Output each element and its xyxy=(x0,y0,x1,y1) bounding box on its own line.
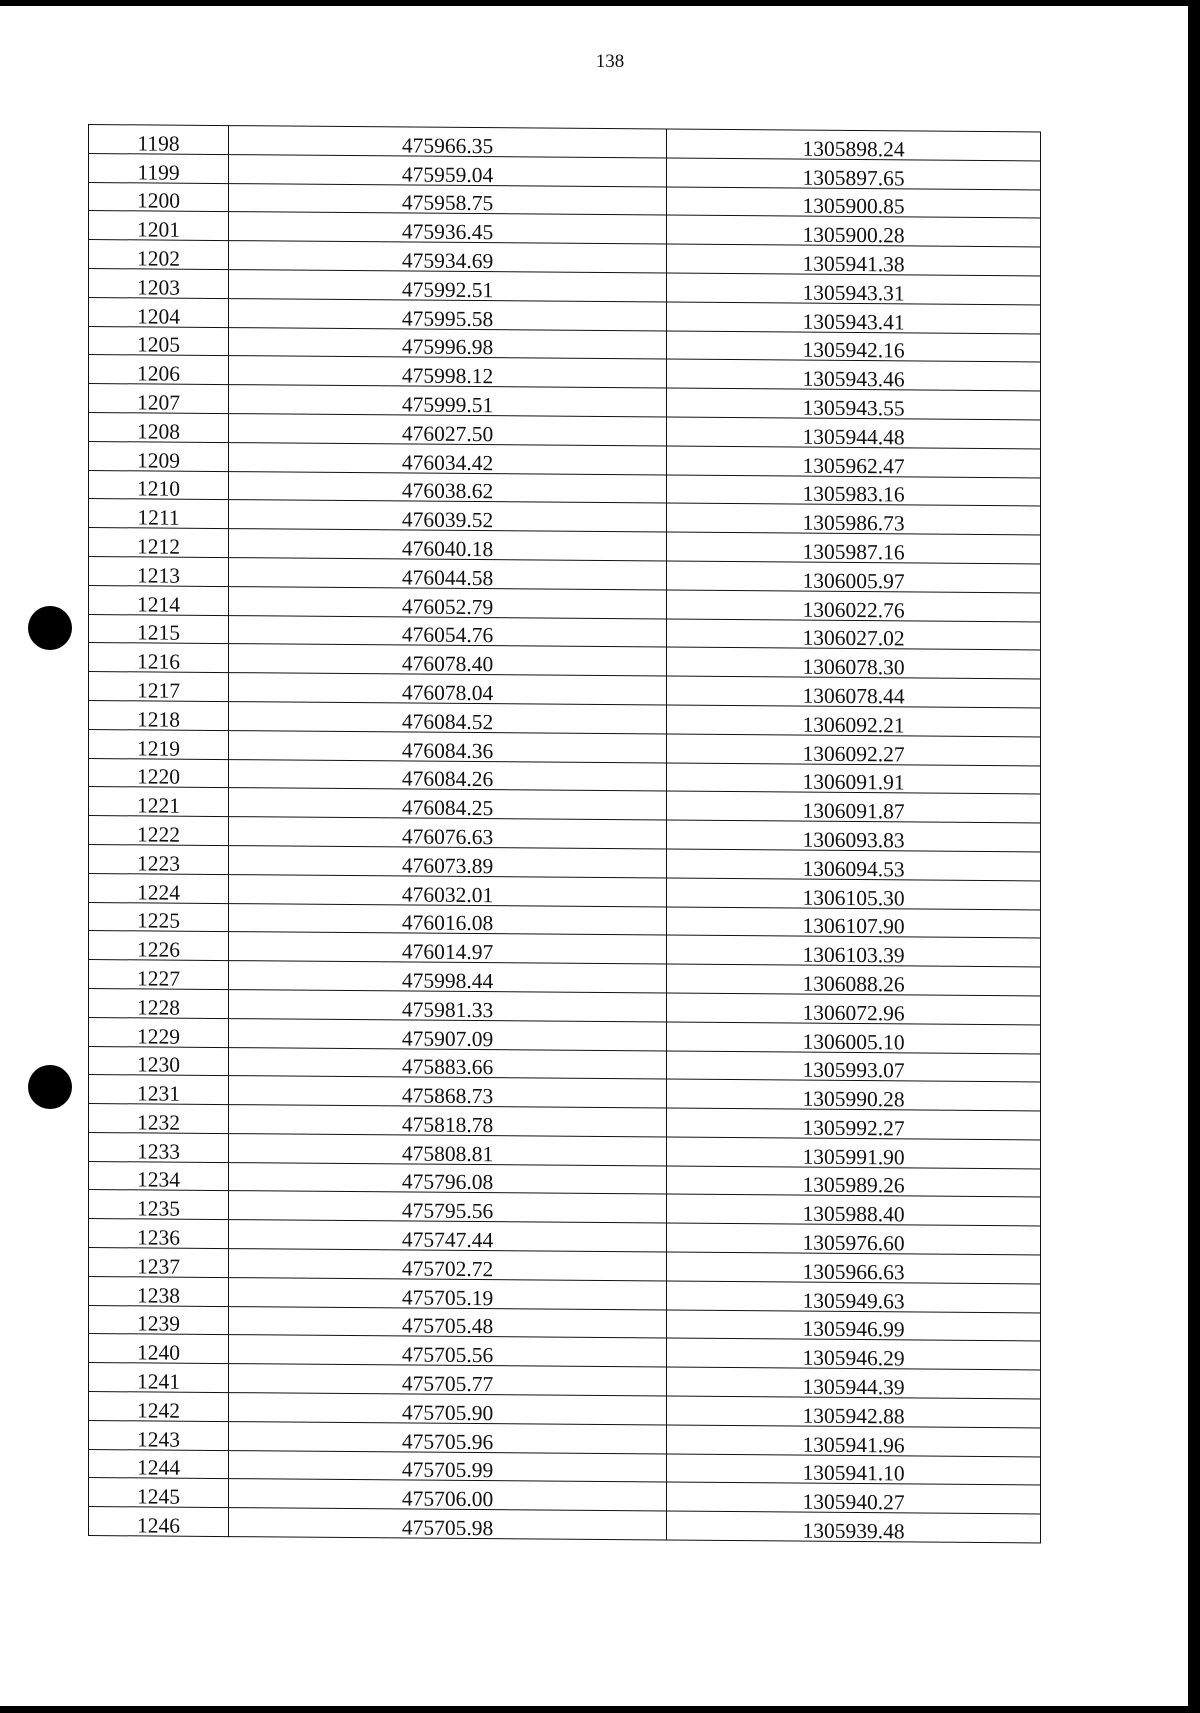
point-id-cell: 1235 xyxy=(89,1190,229,1220)
y-coordinate-cell: 1306094.53 xyxy=(667,849,1041,881)
y-coordinate-cell: 1305991.90 xyxy=(667,1137,1041,1169)
y-coordinate-cell: 1305944.48 xyxy=(667,417,1041,449)
y-coordinate-cell: 1305966.63 xyxy=(667,1252,1041,1284)
y-coordinate-cell: 1305976.60 xyxy=(667,1223,1041,1255)
x-coordinate-cell: 476032.01 xyxy=(229,874,667,906)
point-id-cell: 1204 xyxy=(89,297,229,327)
x-coordinate-cell: 475966.35 xyxy=(229,126,667,158)
y-coordinate-cell: 1306027.02 xyxy=(667,619,1041,651)
y-coordinate-cell: 1305983.16 xyxy=(667,475,1041,507)
point-id-cell: 1206 xyxy=(89,355,229,385)
point-id-cell: 1226 xyxy=(89,931,229,961)
y-coordinate-cell: 1305898.24 xyxy=(667,129,1041,161)
x-coordinate-cell: 475996.98 xyxy=(229,327,667,359)
y-coordinate-cell: 1305990.28 xyxy=(667,1079,1041,1111)
x-coordinate-cell: 475959.04 xyxy=(229,154,667,186)
y-coordinate-cell: 1305897.65 xyxy=(667,158,1041,190)
point-id-cell: 1220 xyxy=(89,758,229,788)
point-id-cell: 1221 xyxy=(89,787,229,817)
x-coordinate-cell: 475796.08 xyxy=(229,1162,667,1194)
y-coordinate-cell: 1305939.48 xyxy=(667,1511,1041,1543)
point-id-cell: 1236 xyxy=(89,1219,229,1249)
x-coordinate-cell: 475958.75 xyxy=(229,183,667,215)
point-id-cell: 1234 xyxy=(89,1161,229,1191)
y-coordinate-cell: 1305900.85 xyxy=(667,187,1041,219)
point-id-cell: 1239 xyxy=(89,1305,229,1335)
x-coordinate-cell: 476038.62 xyxy=(229,471,667,503)
point-id-cell: 1211 xyxy=(89,499,229,529)
point-id-cell: 1218 xyxy=(89,700,229,730)
point-id-cell: 1219 xyxy=(89,729,229,759)
y-coordinate-cell: 1305992.27 xyxy=(667,1108,1041,1140)
point-id-cell: 1245 xyxy=(89,1478,229,1508)
x-coordinate-cell: 476034.42 xyxy=(229,442,667,474)
x-coordinate-cell: 476084.36 xyxy=(229,730,667,762)
x-coordinate-cell: 476076.63 xyxy=(229,817,667,849)
x-coordinate-cell: 476052.79 xyxy=(229,586,667,618)
x-coordinate-cell: 475818.78 xyxy=(229,1105,667,1137)
point-id-cell: 1243 xyxy=(89,1420,229,1450)
point-id-cell: 1233 xyxy=(89,1132,229,1162)
x-coordinate-cell: 475705.98 xyxy=(229,1508,667,1540)
x-coordinate-cell: 475705.99 xyxy=(229,1450,667,1482)
y-coordinate-cell: 1306105.30 xyxy=(667,878,1041,910)
page-number: 138 xyxy=(595,51,625,72)
x-coordinate-cell: 475992.51 xyxy=(229,270,667,302)
x-coordinate-cell: 476044.58 xyxy=(229,558,667,590)
x-coordinate-cell: 476039.52 xyxy=(229,500,667,532)
point-id-cell: 1240 xyxy=(89,1334,229,1364)
y-coordinate-cell: 1306078.44 xyxy=(667,676,1041,708)
point-id-cell: 1231 xyxy=(89,1075,229,1105)
y-coordinate-cell: 1305943.46 xyxy=(667,359,1041,391)
y-coordinate-cell: 1305944.39 xyxy=(667,1367,1041,1399)
point-id-cell: 1202 xyxy=(89,240,229,270)
point-id-cell: 1229 xyxy=(89,1017,229,1047)
x-coordinate-cell: 476054.76 xyxy=(229,615,667,647)
y-coordinate-cell: 1306005.10 xyxy=(667,1022,1041,1054)
point-id-cell: 1212 xyxy=(89,528,229,558)
point-id-cell: 1210 xyxy=(89,470,229,500)
y-coordinate-cell: 1305941.38 xyxy=(667,244,1041,276)
x-coordinate-cell: 475795.56 xyxy=(229,1191,667,1223)
x-coordinate-cell: 476084.26 xyxy=(229,759,667,791)
document-page xyxy=(0,6,1188,1706)
y-coordinate-cell: 1306091.91 xyxy=(667,763,1041,795)
y-coordinate-cell: 1306107.90 xyxy=(667,907,1041,939)
x-coordinate-cell: 476084.25 xyxy=(229,788,667,820)
x-coordinate-cell: 476014.97 xyxy=(229,932,667,964)
y-coordinate-cell: 1306092.27 xyxy=(667,734,1041,766)
y-coordinate-cell: 1305900.28 xyxy=(667,215,1041,247)
point-id-cell: 1223 xyxy=(89,844,229,874)
x-coordinate-cell: 475705.56 xyxy=(229,1335,667,1367)
y-coordinate-cell: 1305941.96 xyxy=(667,1425,1041,1457)
point-id-cell: 1238 xyxy=(89,1276,229,1306)
y-coordinate-cell: 1306072.96 xyxy=(667,993,1041,1025)
punch-hole-icon xyxy=(28,606,72,650)
point-id-cell: 1201 xyxy=(89,211,229,241)
point-id-cell: 1246 xyxy=(89,1507,229,1537)
point-id-cell: 1242 xyxy=(89,1392,229,1422)
point-id-cell: 1208 xyxy=(89,412,229,442)
y-coordinate-cell: 1306022.76 xyxy=(667,590,1041,622)
coordinates-table-body xyxy=(89,125,1041,1544)
point-id-cell: 1227 xyxy=(89,960,229,990)
x-coordinate-cell: 475705.48 xyxy=(229,1306,667,1338)
x-coordinate-cell: 476040.18 xyxy=(229,529,667,561)
y-coordinate-cell: 1305989.26 xyxy=(667,1166,1041,1198)
y-coordinate-cell: 1305986.73 xyxy=(667,503,1041,535)
point-id-cell: 1224 xyxy=(89,873,229,903)
y-coordinate-cell: 1306093.83 xyxy=(667,820,1041,852)
x-coordinate-cell: 475907.09 xyxy=(229,1018,667,1050)
x-coordinate-cell: 476027.50 xyxy=(229,414,667,446)
y-coordinate-cell: 1306091.87 xyxy=(667,791,1041,823)
point-id-cell: 1225 xyxy=(89,902,229,932)
x-coordinate-cell: 475705.77 xyxy=(229,1364,667,1396)
y-coordinate-cell: 1305962.47 xyxy=(667,446,1041,478)
x-coordinate-cell: 475995.58 xyxy=(229,298,667,330)
y-coordinate-cell: 1305941.10 xyxy=(667,1454,1041,1486)
x-coordinate-cell: 476078.04 xyxy=(229,673,667,705)
x-coordinate-cell: 475936.45 xyxy=(229,212,667,244)
y-coordinate-cell: 1306088.26 xyxy=(667,964,1041,996)
point-id-cell: 1244 xyxy=(89,1449,229,1479)
y-coordinate-cell: 1305946.99 xyxy=(667,1310,1041,1342)
y-coordinate-cell: 1305987.16 xyxy=(667,532,1041,564)
point-id-cell: 1216 xyxy=(89,643,229,673)
point-id-cell: 1198 xyxy=(89,125,229,155)
x-coordinate-cell: 475868.73 xyxy=(229,1076,667,1108)
y-coordinate-cell: 1305943.55 xyxy=(667,388,1041,420)
x-coordinate-cell: 475808.81 xyxy=(229,1133,667,1165)
y-coordinate-cell: 1306092.21 xyxy=(667,705,1041,737)
x-coordinate-cell: 475706.00 xyxy=(229,1479,667,1511)
y-coordinate-cell: 1305988.40 xyxy=(667,1195,1041,1227)
y-coordinate-cell: 1305942.16 xyxy=(667,331,1041,363)
y-coordinate-cell: 1305949.63 xyxy=(667,1281,1041,1313)
x-coordinate-cell: 475934.69 xyxy=(229,241,667,273)
point-id-cell: 1215 xyxy=(89,614,229,644)
point-id-cell: 1217 xyxy=(89,672,229,702)
x-coordinate-cell: 475702.72 xyxy=(229,1249,667,1281)
y-coordinate-cell: 1305940.27 xyxy=(667,1482,1041,1514)
point-id-cell: 1205 xyxy=(89,326,229,356)
x-coordinate-cell: 475705.19 xyxy=(229,1277,667,1309)
punch-hole-icon xyxy=(28,1065,72,1109)
point-id-cell: 1228 xyxy=(89,988,229,1018)
x-coordinate-cell: 475747.44 xyxy=(229,1220,667,1252)
point-id-cell: 1222 xyxy=(89,816,229,846)
point-id-cell: 1207 xyxy=(89,384,229,414)
x-coordinate-cell: 476084.52 xyxy=(229,702,667,734)
point-id-cell: 1237 xyxy=(89,1248,229,1278)
x-coordinate-cell: 476073.89 xyxy=(229,846,667,878)
point-id-cell: 1230 xyxy=(89,1046,229,1076)
point-id-cell: 1200 xyxy=(89,182,229,212)
point-id-cell: 1214 xyxy=(89,585,229,615)
y-coordinate-cell: 1306103.39 xyxy=(667,935,1041,967)
y-coordinate-cell: 1306078.30 xyxy=(667,647,1041,679)
point-id-cell: 1213 xyxy=(89,556,229,586)
point-id-cell: 1203 xyxy=(89,268,229,298)
y-coordinate-cell: 1305943.41 xyxy=(667,302,1041,334)
point-id-cell: 1241 xyxy=(89,1363,229,1393)
x-coordinate-cell: 475705.90 xyxy=(229,1393,667,1425)
x-coordinate-cell: 475998.12 xyxy=(229,356,667,388)
x-coordinate-cell: 475883.66 xyxy=(229,1047,667,1079)
point-id-cell: 1199 xyxy=(89,153,229,183)
coordinates-table xyxy=(88,124,1041,1544)
y-coordinate-cell: 1305993.07 xyxy=(667,1051,1041,1083)
y-coordinate-cell: 1305942.88 xyxy=(667,1396,1041,1428)
x-coordinate-cell: 475981.33 xyxy=(229,990,667,1022)
x-coordinate-cell: 475998.44 xyxy=(229,961,667,993)
x-coordinate-cell: 475999.51 xyxy=(229,385,667,417)
point-id-cell: 1232 xyxy=(89,1104,229,1134)
point-id-cell: 1209 xyxy=(89,441,229,471)
y-coordinate-cell: 1305943.31 xyxy=(667,273,1041,305)
x-coordinate-cell: 476078.40 xyxy=(229,644,667,676)
y-coordinate-cell: 1305946.29 xyxy=(667,1339,1041,1371)
x-coordinate-cell: 475705.96 xyxy=(229,1421,667,1453)
x-coordinate-cell: 476016.08 xyxy=(229,903,667,935)
y-coordinate-cell: 1306005.97 xyxy=(667,561,1041,593)
